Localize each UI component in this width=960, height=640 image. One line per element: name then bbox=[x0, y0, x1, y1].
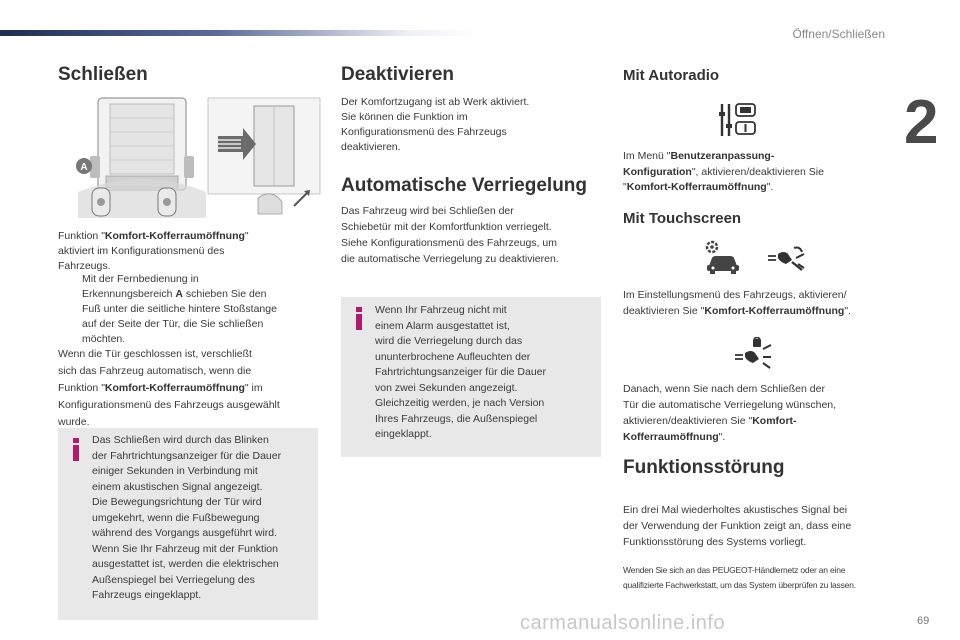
text-line: Kofferraumöffnung". bbox=[623, 431, 726, 443]
text-line: Wenden Sie sich an das PEUGEOT-Händlernetz oder an eine bbox=[623, 565, 846, 575]
info-line: von zwei Sekunden angezeigt. bbox=[375, 381, 518, 394]
text-line: aktiviert im Konfigurationsmenü des bbox=[58, 245, 225, 257]
info-line: Fahrzeugs eingeklappt. bbox=[92, 589, 202, 601]
text-line: Konfigurationsmenü des Fahrzeugs bbox=[341, 126, 507, 138]
info-line: während des Vorgangs ausgeführt wird. bbox=[92, 527, 278, 539]
info-box-verriegelung bbox=[341, 297, 601, 457]
info-line: Gleichzeitig werden, je nach Version bbox=[375, 397, 545, 409]
section-title-funktionsstoerung: Funktionsstörung bbox=[623, 457, 785, 478]
header-bar bbox=[0, 30, 480, 36]
footer-watermark: carmanualsonline.info bbox=[520, 612, 726, 634]
text-line: wurde. bbox=[58, 416, 90, 428]
section-title-touchscreen: Mit Touchscreen bbox=[623, 210, 742, 227]
info-line: Ihres Fahrzeugs, die Außenspiegel bbox=[375, 412, 538, 425]
text-line: Ein drei Mal wiederholtes akustisches Signal bei bbox=[623, 504, 848, 516]
info-line: umgekehrt, wenn die Fußbewegung bbox=[92, 511, 260, 524]
text-line: Das Fahrzeug wird bei Schließen der bbox=[341, 205, 514, 217]
info-line: einem akustischen Signal angezeigt. bbox=[92, 480, 263, 493]
info-line: ununterbrochene Aufleuchten der bbox=[375, 350, 531, 363]
text-line: Im Menü "Benutzeranpassung- bbox=[623, 150, 775, 162]
image-label-a: A bbox=[80, 162, 88, 173]
info-line: Das Schließen wird durch das Blinken bbox=[92, 434, 269, 446]
info-icon bbox=[71, 438, 81, 462]
section-title-automatische-verriegelung: Automatische Verriegelung bbox=[341, 175, 588, 196]
car-illustration bbox=[58, 96, 322, 218]
section-title-schliessen: Schließen bbox=[58, 64, 148, 85]
page-number: 69 bbox=[917, 615, 930, 627]
after-text bbox=[58, 346, 322, 431]
text-line: Der Komfortzugang ist ab Werk aktiviert. bbox=[341, 96, 530, 108]
info-line: Außenspiegel bei Verriegelung des bbox=[92, 573, 255, 586]
foot-touch-icon bbox=[766, 244, 808, 274]
text-line: qualifizierte Fachwerkstatt, um das System überprüfen zu lassen. bbox=[623, 580, 856, 590]
text-line: Siehe Konfigurationsmenü des Fahrzeugs, um bbox=[341, 237, 557, 249]
info-line: Wenn Ihr Fahrzeug nicht mit bbox=[375, 304, 507, 316]
section-title-deaktivieren: Deaktivieren bbox=[341, 64, 455, 85]
info-line: der Fahrtrichtungsanzeiger für die Dauer bbox=[92, 449, 282, 462]
info-line: Die Bewegungsrichtung der Tür wird bbox=[92, 496, 262, 508]
text-line: Funktionsstörung des Systems vorliegt. bbox=[623, 536, 807, 548]
touchscreen-text bbox=[623, 287, 885, 319]
text-line: möchten. bbox=[82, 333, 126, 345]
info-line: einem Alarm ausgestattet ist, bbox=[375, 319, 510, 332]
text-line: Schiebetür mit der Komfortfunktion verriegelt. bbox=[341, 221, 552, 233]
text-line: Fahrzeugs. bbox=[58, 260, 111, 272]
text-line: Funktion "Komfort-Kofferraumöffnung" bbox=[58, 230, 249, 242]
radio-settings-icon bbox=[718, 100, 758, 140]
text-line: Tür die automatische Verriegelung wünschen, bbox=[623, 399, 837, 411]
radio-text bbox=[623, 149, 885, 196]
intro-text bbox=[58, 229, 322, 274]
info-line: einiger Sekunden in Verbindung mit bbox=[92, 465, 258, 477]
text-line: Mit der Fernbedienung in bbox=[82, 273, 199, 285]
section-title-autoradio: Mit Autoradio bbox=[623, 67, 720, 84]
text-line: Fuß unter die seitliche hintere Stoßstange bbox=[82, 303, 277, 315]
car-settings-icon bbox=[703, 238, 741, 276]
fault-text bbox=[623, 502, 885, 550]
text-line: der Verwendung der Funktion zeigt an, dass eine bbox=[623, 520, 852, 532]
text-line: Im Einstellungsmenü des Fahrzeugs, aktivieren/ bbox=[623, 289, 847, 301]
text-line: Sie können die Funktion im bbox=[341, 111, 468, 123]
text-line: auf der Seite der Tür, die Sie schließen bbox=[82, 318, 264, 330]
text-line: deaktivieren. bbox=[341, 141, 401, 153]
text-line: Wenn die Tür geschlossen ist, verschließt bbox=[58, 348, 252, 360]
text-line: die automatische Verriegelung zu deaktivieren. bbox=[341, 253, 559, 265]
text-line: Konfiguration", aktivieren/deaktivieren Sie bbox=[623, 165, 824, 178]
foot-lock-icon bbox=[733, 337, 773, 371]
text-line: "Komfort-Kofferraumöffnung". bbox=[623, 181, 774, 193]
text-line: sich das Fahrzeug automatisch, wenn die bbox=[58, 365, 252, 377]
auto-text bbox=[341, 203, 603, 267]
info-line: wird die Verriegelung durch das bbox=[375, 335, 523, 347]
chapter-title: Öffnen/Schließen bbox=[792, 27, 885, 41]
info-box-schliessen bbox=[58, 428, 318, 620]
info-line: ausgestattet ist, werden die elektrischen bbox=[92, 558, 279, 570]
info-line: Fahrtrichtungsanzeiger für die Dauer bbox=[375, 366, 547, 378]
chapter-number: 2 bbox=[904, 88, 939, 157]
text-line: Konfigurationsmenü des Fahrzeugs ausgewählt bbox=[58, 399, 280, 411]
text-line: Danach, wenn Sie nach dem Schließen der bbox=[623, 383, 825, 395]
info-line: eingeklappt. bbox=[375, 428, 432, 440]
bullet-text bbox=[82, 272, 322, 347]
text-line: deaktivieren Sie "Komfort-Kofferraumöffnung". bbox=[623, 305, 851, 317]
after-settings-text bbox=[623, 381, 885, 445]
deaktivieren-text bbox=[341, 95, 603, 155]
text-line: Erkennungsbereich A schieben Sie den bbox=[82, 288, 267, 300]
info-icon bbox=[354, 307, 364, 331]
text-line: Funktion "Komfort-Kofferraumöffnung" im bbox=[58, 382, 263, 394]
fault-small-text bbox=[623, 563, 913, 593]
info-line: Wenn Sie Ihr Fahrzeug mit der Funktion bbox=[92, 542, 278, 555]
text-line: aktivieren/deaktivieren Sie "Komfort- bbox=[623, 415, 797, 427]
